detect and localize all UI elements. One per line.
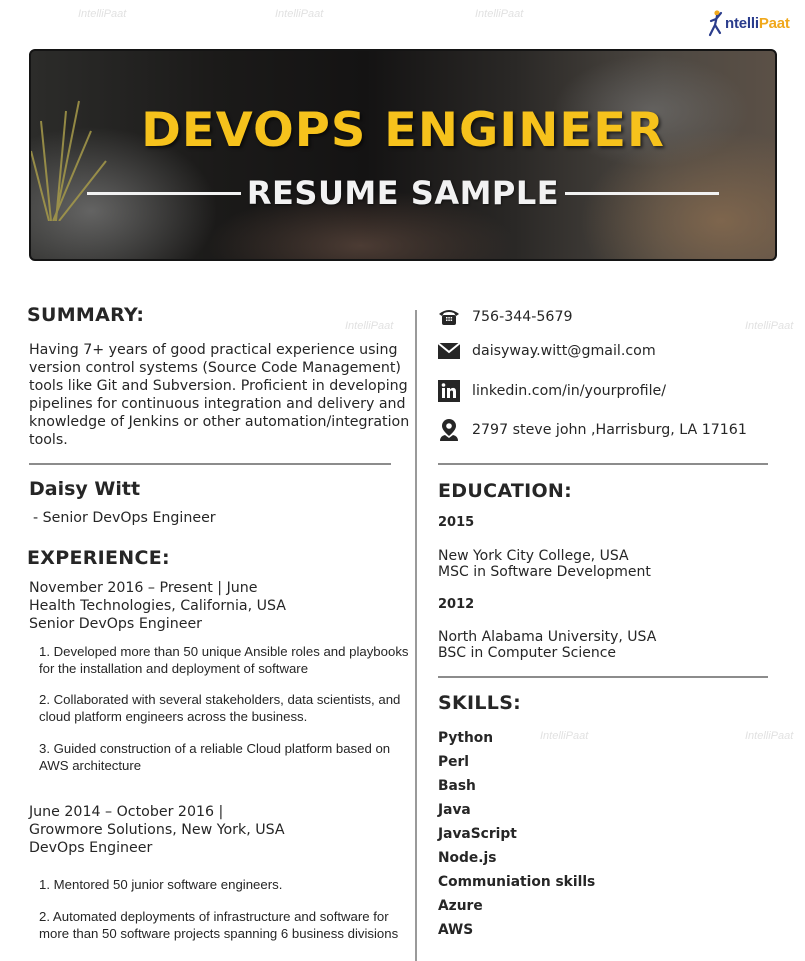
candidate-role: - Senior DevOps Engineer	[33, 510, 216, 526]
skill-item: Python	[438, 730, 494, 746]
education-2-degree: BSC in Computer Science	[438, 645, 617, 661]
job-1-bullet-1: 1. Developed more than 50 unique Ansible roles and playbooks for the installation and deployment of software	[39, 644, 409, 676]
education-1-school: New York City College, USA	[438, 548, 629, 564]
job-2-bullet-2: 2. Automated deployments of infrastructure and software for more than 50 software projects spanning 6 business divisions	[39, 909, 399, 941]
watermark: IntelliPaat	[745, 730, 794, 742]
education-1-year: 2015	[438, 515, 475, 530]
skills-list	[438, 726, 595, 942]
logo-figure-icon	[706, 9, 724, 37]
job-1-dates: November 2016 – Present | June	[29, 580, 258, 596]
skill-item: AWS	[438, 922, 474, 938]
watermark: IntelliPaat	[540, 730, 589, 742]
watermark: IntelliPaat	[345, 320, 394, 332]
banner-rule-left	[87, 192, 241, 195]
education-1-degree: MSC in Software Development	[438, 564, 651, 580]
email-address[interactable]: daisyway.witt@gmail.com	[472, 343, 656, 359]
watermark: IntelliPaat	[475, 8, 524, 20]
education-1	[438, 548, 651, 580]
column-divider	[415, 310, 417, 961]
education-2-year: 2012	[438, 597, 475, 612]
job-2-company: Growmore Solutions, New York, USA	[29, 822, 285, 838]
contact-email	[438, 339, 656, 363]
skill-item: Node.js	[438, 850, 497, 866]
summary-text: Having 7+ years of good practical experience using version control systems (Source Code Management) tools like Git and Subversion. Proficient in developing pipelines for continuous integration and delivery and knowledge of Jenkins or other automation/integration tools.	[29, 342, 410, 448]
contact-phone	[438, 305, 573, 329]
linkedin-icon	[438, 380, 460, 402]
email-icon	[438, 340, 460, 362]
skill-item: Java	[438, 802, 471, 818]
watermark: IntelliPaat	[78, 8, 127, 20]
phone-icon	[438, 306, 460, 328]
candidate-name: Daisy Witt	[29, 478, 141, 500]
summary-divider	[29, 463, 391, 465]
education-heading: EDUCATION:	[438, 480, 573, 502]
job-2-header	[29, 803, 285, 857]
contact-linkedin	[438, 379, 666, 403]
linkedin-url[interactable]: linkedin.com/in/yourprofile/	[472, 383, 667, 399]
header-banner	[29, 49, 777, 261]
job-2-bullet-1: 1. Mentored 50 junior software engineers.	[39, 877, 283, 892]
contact-divider	[438, 463, 768, 465]
skill-item: JavaScript	[438, 826, 517, 842]
education-2	[438, 629, 656, 661]
job-2-dates: June 2014 – October 2016 |	[29, 804, 224, 820]
job-2-title: DevOps Engineer	[29, 840, 153, 856]
location-pin-icon	[438, 419, 460, 441]
skill-item: Communiation skills	[438, 874, 596, 890]
watermark: IntelliPaat	[745, 320, 794, 332]
skills-heading: SKILLS:	[438, 692, 522, 714]
logo-wordmark: ntelliPaat	[725, 14, 790, 32]
education-2-school: North Alabama University, USA	[438, 629, 657, 645]
job-1-bullet-2: 2. Collaborated with several stakeholders, data scientists, and cloud platform engineers across the business.	[39, 692, 401, 724]
banner-subtitle: RESUME SAMPLE	[246, 174, 560, 212]
banner-title: DEVOPS ENGINEER	[141, 103, 665, 158]
job-1-company: Health Technologies, California, USA	[29, 598, 287, 614]
job-1-header	[29, 579, 286, 633]
skill-item: Bash	[438, 778, 476, 794]
address: 2797 steve john ,Harrisburg, LA 17161	[472, 422, 747, 438]
skill-item: Perl	[438, 754, 470, 770]
banner-subtitle-row	[87, 171, 719, 215]
education-divider	[438, 676, 768, 678]
skill-item: Azure	[438, 898, 483, 914]
watermark: IntelliPaat	[275, 8, 324, 20]
job-1-bullet-3: 3. Guided construction of a reliable Cloud platform based on AWS architecture	[39, 741, 391, 773]
banner-rule-right	[565, 192, 719, 195]
job-1-title: Senior DevOps Engineer	[29, 616, 203, 632]
intellipaat-logo	[706, 6, 802, 40]
experience-heading: EXPERIENCE:	[27, 547, 170, 569]
contact-address	[438, 418, 747, 442]
summary-heading: SUMMARY:	[27, 304, 145, 326]
phone-number: 756-344-5679	[472, 309, 573, 325]
